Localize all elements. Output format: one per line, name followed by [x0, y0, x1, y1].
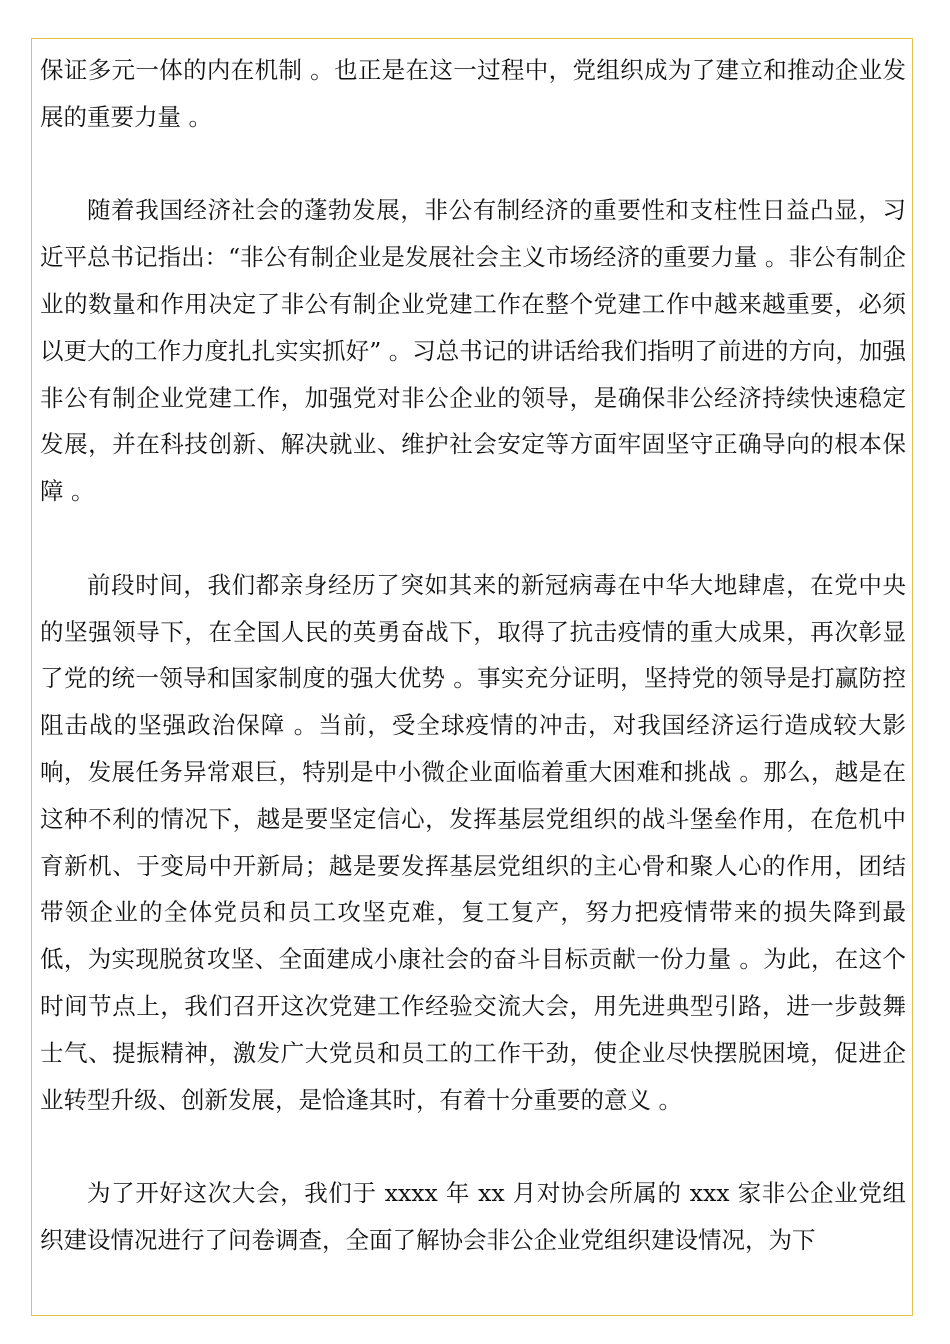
- paragraph-survey: 为了开好这次大会，我们于 xxxx 年 xx 月对协会所属的 xxx 家非公企业党组织建设情况进行了问卷调查，全面了解协会非公企业党组织建设情况，为下: [40, 1179, 906, 1254]
- paragraph-continued: 保证多元一体的内在机制 。也正是在这一过程中，党组织成为了建立和推动企业发展的重要力量 。: [40, 56, 906, 131]
- paragraph-epidemic: 前段时间，我们都亲身经历了突如其来的新冠病毒在中华大地肆虐，在党中央的坚强领导下，在全国人民的英勇奋战下，取得了抗击疫情的重大成果，再次彰显了党的统一领导和国家制度的强大优势 。事实充分证明，坚持党的领导是打赢防控阻击战的坚强政治保障 。当前，受全球疫情的冲击，对我国经济运行造成较大影响，发展任务异常艰巨，特别是中小微企业面临着重大困难和挑战 。那么，越是在这种不利的情况下，越是要坚定信心，发挥基层党组织的战斗堡垒作用，在危机中育新机、于变局中开新局；越是要发挥基层党组织的主心骨和聚人心的作用，团结带领企业的全体党员和员工攻坚克难，复工复产，努力把疫情带来的损失降到最低，为实现脱贫攻坚、全面建成小康社会的奋斗目标贡献一份力量 。为此，在这个时间节点上，我们召开这次党建工作经验交流大会，用先进典型引路，进一步鼓舞士气、提振精神，激发广大党员和员工的工作干劲，使企业尽快摆脱困境，促进企业转型升级、创新发展，是恰逢其时，有着十分重要的意义 。: [40, 570, 906, 1114]
- document-body: [40, 47, 906, 1264]
- paragraph-non-public-economy: 随着我国经济社会的蓬勃发展，非公有制经济的重要性和支柱性日益凸显，习近平总书记指出：“非公有制企业是发展社会主义市场经济的重要力量 。非公有制企业的数量和作用决定了非公有制企业党建工作在整个党建工作中越来越重要，必须以更大的工作力度扎扎实实抓好” 。习总书记的讲话给我们指明了前进的方向，加强非公有制企业党建工作，加强党对非公企业的领导，是确保非公经济持续快速稳定发展，并在科技创新、解决就业、维护社会安定等方面牢固坚守正确导向的根本保障 。: [40, 196, 906, 506]
